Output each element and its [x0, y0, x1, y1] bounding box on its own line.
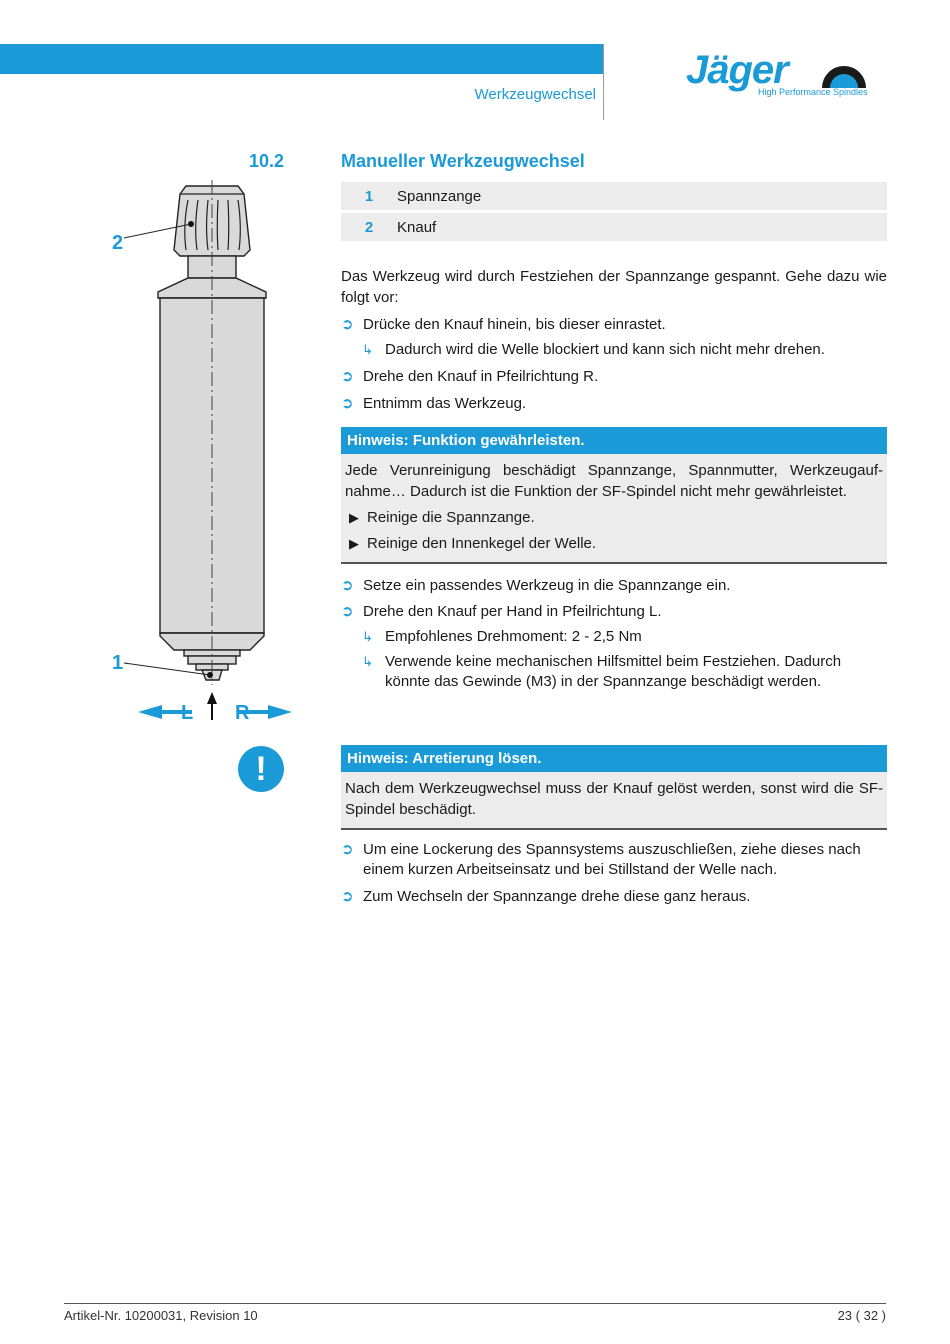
result-item: [362, 652, 872, 692]
blue-arrow-icon: ➲: [341, 603, 354, 620]
result-item: [362, 340, 887, 360]
note-text: Jede Verunreinigung beschädigt Spannzange, Spannmutter, Werkzeugaufnahme… Dadurch ist die Funktion der SF-Spindel nicht mehr gewährleistet.: [345, 462, 883, 500]
blue-arrow-icon: ➲: [341, 395, 354, 412]
note-text: Nach dem Werkzeugwechsel muss der Knauf gelöst werden, sonst wird die SF-Spindel beschädigt.: [345, 780, 883, 818]
note-action: [345, 508, 883, 528]
result-arrow-icon: ↳: [362, 629, 373, 644]
page-number: 23 ( 32 ): [837, 1308, 886, 1323]
note-box: [341, 427, 887, 564]
step-item: [341, 576, 887, 596]
legend-number: 1: [364, 187, 374, 205]
note-title: Hinweis: Funktion gewährleisten.: [341, 427, 887, 454]
result-text: Empfohlenes Drehmoment: 2 - 2,5 Nm: [385, 628, 642, 645]
legend-text: Spannzange: [397, 187, 482, 205]
article-number: Artikel-Nr. 10200031, Revision 10: [64, 1308, 258, 1323]
triangle-icon: ▶: [349, 536, 359, 551]
spindle-figure: [100, 180, 310, 730]
section-title: Manueller Werkzeugwechsel: [341, 151, 585, 171]
step-item: [341, 602, 887, 622]
blue-arrow-icon: ➲: [341, 577, 354, 594]
result-arrow-icon: ↳: [362, 654, 373, 669]
running-header: Werkzeugwechsel: [474, 86, 596, 103]
intro-text: Das Werkzeug wird durch Festziehen der Spannzange gespannt. Gehe dazu wie folgt vor:: [341, 268, 887, 306]
legend-text: Knauf: [397, 218, 437, 236]
step-item: [341, 840, 887, 880]
section-number: 10.2: [249, 151, 285, 171]
step-item: [341, 887, 887, 907]
step-text: Setze ein passendes Werkzeug in die Spannzange ein.: [363, 577, 731, 594]
step-text: Drücke den Knauf hinein, bis dieser einrastet.: [363, 316, 666, 333]
footer-divider: [64, 1303, 886, 1304]
callout-1: 1: [112, 652, 124, 674]
note-box: [341, 745, 887, 830]
direction-left-label: L: [181, 702, 194, 724]
note-title: Hinweis: Arretierung lösen.: [341, 745, 887, 772]
triangle-icon: ▶: [349, 510, 359, 525]
blue-arrow-icon: ➲: [341, 888, 354, 905]
step-text: Um eine Lockerung des Spannsystems auszuschließen, ziehe dieses nach einem kurzen Arbeitseinsatz und bei Stillstand der Welle nach.: [363, 841, 861, 878]
blue-arrow-icon: ➲: [341, 316, 354, 333]
step-text: Entnimm das Werkzeug.: [363, 395, 527, 412]
step-text: Zum Wechseln der Spannzange drehe diese ganz heraus.: [363, 888, 751, 905]
blue-arrow-icon: ➲: [341, 368, 354, 385]
result-arrow-icon: ↳: [362, 342, 373, 357]
blue-arrow-icon: ➲: [341, 841, 354, 858]
note-body: [341, 772, 887, 828]
legend-table: [341, 182, 887, 244]
step-text: Drehe den Knauf per Hand in Pfeilrichtung L.: [363, 603, 662, 620]
legend-number: 2: [364, 218, 374, 236]
callout-2: 2: [112, 232, 124, 254]
step-item: [341, 394, 887, 414]
header-divider: [603, 44, 604, 120]
jaeger-logo: [686, 48, 876, 100]
step-item: [341, 367, 887, 387]
note-action-text: Reinige den Innenkegel der Welle.: [367, 535, 597, 552]
logo-arc-icon: [820, 62, 868, 88]
step-text: Drehe den Knauf in Pfeilrichtung R.: [363, 368, 599, 385]
note-body: [341, 454, 887, 562]
note-action: [345, 534, 883, 554]
logo-word: Jäger: [686, 48, 788, 92]
result-item: [362, 627, 887, 647]
step-item: [341, 315, 887, 335]
legend-row: [341, 213, 887, 241]
legend-row: [341, 182, 887, 210]
logo-subtitle: High Performance Spindles: [758, 87, 868, 97]
direction-right-label: R: [235, 702, 250, 724]
note-action-text: Reinige die Spannzange.: [367, 509, 535, 526]
exclamation-icon: !: [238, 746, 284, 792]
result-text: Verwende keine mechanischen Hilfsmittel beim Festziehen. Dadurch könnte das Gewinde (M3) in der Spannzange beschädigt werden.: [385, 653, 842, 690]
result-text: Dadurch wird die Welle blockiert und kann sich nicht mehr drehen.: [385, 341, 825, 358]
header-bar: [0, 44, 603, 74]
